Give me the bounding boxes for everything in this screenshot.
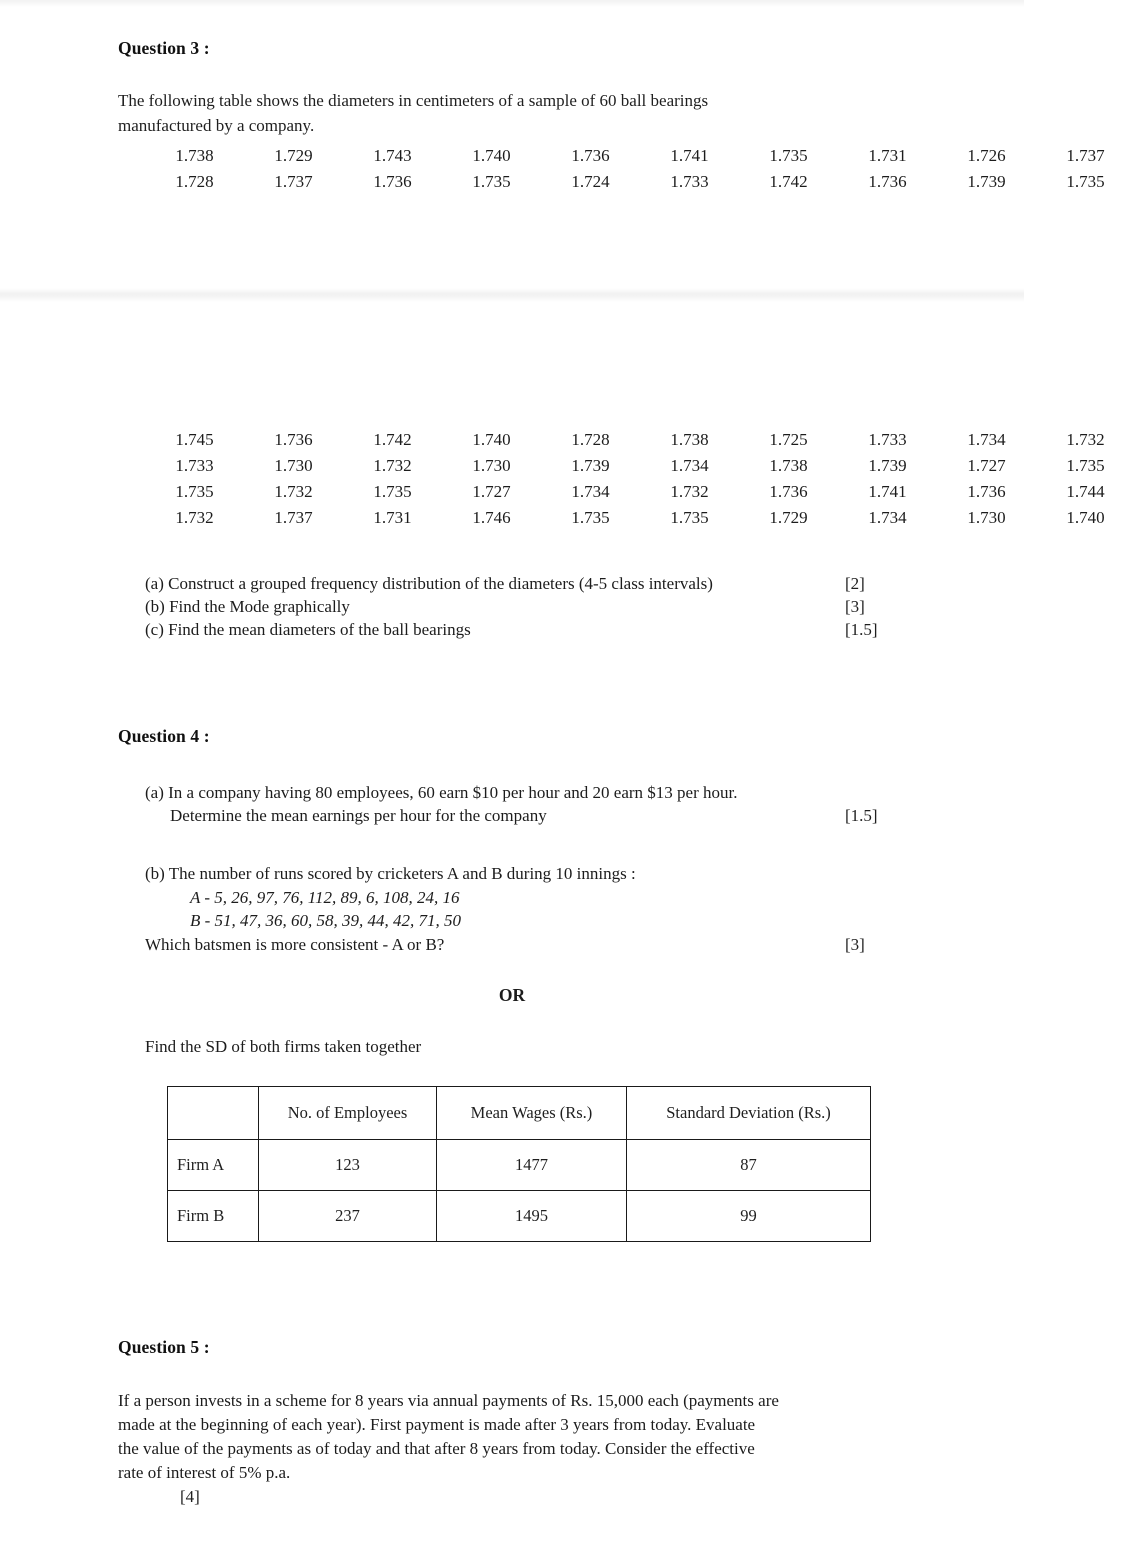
data-cell: 1.730 xyxy=(967,508,1006,527)
table-cell-employees: 123 xyxy=(259,1140,437,1191)
data-cell: 1.733 xyxy=(175,456,214,475)
table-cell-firm-label: Firm B xyxy=(168,1191,259,1242)
question-3-part-c-label: (c) Find the mean diameters of the ball bearings xyxy=(145,620,471,639)
data-cell: 1.737 xyxy=(274,172,313,191)
diameter-data-block-2 xyxy=(145,427,1135,531)
data-cell: 1.743 xyxy=(373,146,412,165)
diameter-data-block-1 xyxy=(145,143,1135,195)
data-cell: 1.734 xyxy=(670,456,709,475)
data-cell: 1.731 xyxy=(868,146,907,165)
question-4-alt-prompt: Find the SD of both firms taken together xyxy=(145,1037,422,1056)
question-4-series-a: A - 5, 26, 97, 76, 112, 89, 6, 108, 24, 16 xyxy=(190,888,460,907)
question-3-part-a-label: (a) Construct a grouped frequency distribution of the diameters (4-5 class intervals) xyxy=(145,574,713,593)
data-cell: 1.738 xyxy=(175,146,214,165)
data-cell: 1.733 xyxy=(670,172,709,191)
question-5-line-4: rate of interest of 5% p.a. xyxy=(118,1463,291,1482)
data-cell: 1.732 xyxy=(274,482,313,501)
question-4-heading: Question 4 : xyxy=(118,726,210,746)
data-cell: 1.732 xyxy=(670,482,709,501)
data-cell: 1.736 xyxy=(274,430,313,449)
table-row xyxy=(168,1191,871,1242)
data-cell: 1.741 xyxy=(670,146,709,165)
table-header-employees: No. of Employees xyxy=(259,1087,437,1140)
data-cell: 1.735 xyxy=(373,482,412,501)
table-row xyxy=(168,1140,871,1191)
data-cell: 1.739 xyxy=(967,172,1006,191)
question-5-line-2: made at the beginning of each year). First payment is made after 3 years from today. Evaluate xyxy=(118,1415,756,1434)
data-cell: 1.738 xyxy=(670,430,709,449)
table-cell-standard-deviation: 87 xyxy=(627,1140,871,1191)
data-cell: 1.738 xyxy=(769,456,808,475)
data-cell: 1.739 xyxy=(868,456,907,475)
question-3-part-c-marks: [1.5] xyxy=(845,620,878,639)
question-5-line-1: If a person invests in a scheme for 8 years via annual payments of Rs. 15,000 each (payments are xyxy=(118,1391,779,1410)
data-cell: 1.737 xyxy=(274,508,313,527)
data-cell: 1.726 xyxy=(967,146,1006,165)
table-cell-firm-label: Firm A xyxy=(168,1140,259,1191)
data-cell: 1.742 xyxy=(769,172,808,191)
question-4-part-a-marks: [1.5] xyxy=(845,806,878,825)
data-cell: 1.746 xyxy=(472,508,511,527)
question-3-intro-line-1: The following table shows the diameters in centimeters of a sample of 60 ball bearings xyxy=(118,91,709,110)
data-cell: 1.732 xyxy=(175,508,214,527)
data-cell: 1.740 xyxy=(472,430,511,449)
data-cell: 1.729 xyxy=(274,146,313,165)
data-cell: 1.727 xyxy=(967,456,1006,475)
question-3-part-b-label: (b) Find the Mode graphically xyxy=(145,597,350,616)
question-4-part-b-line-1: (b) The number of runs scored by cricketers A and B during 10 innings : xyxy=(145,864,636,883)
data-cell: 1.735 xyxy=(1066,172,1105,191)
data-cell: 1.735 xyxy=(1066,456,1105,475)
data-cell: 1.740 xyxy=(472,146,511,165)
data-cell: 1.735 xyxy=(472,172,511,191)
question-3-part-a-marks: [2] xyxy=(845,574,865,593)
data-cell: 1.728 xyxy=(175,172,214,191)
table-cell-employees: 237 xyxy=(259,1191,437,1242)
data-cell: 1.735 xyxy=(175,482,214,501)
data-cell: 1.736 xyxy=(868,172,907,191)
table-header-standard-deviation: Standard Deviation (Rs.) xyxy=(627,1087,871,1140)
data-cell: 1.744 xyxy=(1066,482,1105,501)
data-cell: 1.745 xyxy=(175,430,214,449)
data-cell: 1.742 xyxy=(373,430,412,449)
data-cell: 1.737 xyxy=(1066,146,1105,165)
data-cell: 1.727 xyxy=(472,482,511,501)
data-cell: 1.733 xyxy=(868,430,907,449)
data-cell: 1.729 xyxy=(769,508,808,527)
question-5-marks: [4] xyxy=(180,1487,200,1506)
table-cell-mean-wages: 1477 xyxy=(437,1140,627,1191)
data-cell: 1.736 xyxy=(373,172,412,191)
data-cell: 1.730 xyxy=(472,456,511,475)
question-4-part-a-line-2: Determine the mean earnings per hour for the company xyxy=(170,806,547,825)
table-cell-mean-wages: 1495 xyxy=(437,1191,627,1242)
question-3-part-b-marks: [3] xyxy=(845,597,865,616)
table-header-row xyxy=(168,1087,871,1140)
data-cell: 1.724 xyxy=(571,172,610,191)
data-cell: 1.732 xyxy=(373,456,412,475)
data-cell: 1.734 xyxy=(868,508,907,527)
data-cell: 1.725 xyxy=(769,430,808,449)
data-cell: 1.735 xyxy=(571,508,610,527)
question-3-intro-line-2: manufactured by a company. xyxy=(118,116,315,135)
firms-statistics-table xyxy=(167,1086,871,1242)
table-cell-standard-deviation: 99 xyxy=(627,1191,871,1242)
data-cell: 1.736 xyxy=(769,482,808,501)
data-cell: 1.730 xyxy=(274,456,313,475)
data-cell: 1.740 xyxy=(1066,508,1105,527)
data-cell: 1.739 xyxy=(571,456,610,475)
data-cell: 1.735 xyxy=(769,146,808,165)
data-cell: 1.736 xyxy=(967,482,1006,501)
data-cell: 1.732 xyxy=(1066,430,1105,449)
data-cell: 1.734 xyxy=(571,482,610,501)
data-cell: 1.741 xyxy=(868,482,907,501)
question-3-heading: Question 3 : xyxy=(118,38,210,58)
data-cell: 1.735 xyxy=(670,508,709,527)
question-4-part-b-question: Which batsmen is more consistent - A or B? xyxy=(145,935,445,954)
or-divider-label: OR xyxy=(498,985,526,1005)
table-header-blank xyxy=(168,1087,259,1140)
data-cell: 1.736 xyxy=(571,146,610,165)
table-header-mean-wages: Mean Wages (Rs.) xyxy=(437,1087,627,1140)
question-4-part-b-marks: [3] xyxy=(845,935,865,954)
question-5-line-3: the value of the payments as of today and that after 8 years from today. Consider the effective xyxy=(118,1439,755,1458)
data-cell: 1.728 xyxy=(571,430,610,449)
question-5-heading: Question 5 : xyxy=(118,1337,210,1357)
data-cell: 1.731 xyxy=(373,508,412,527)
data-cell: 1.734 xyxy=(967,430,1006,449)
question-4-part-a-line-1: (a) In a company having 80 employees, 60 earn $10 per hour and 20 earn $13 per hour. xyxy=(145,783,738,802)
question-4-series-b: B - 51, 47, 36, 60, 58, 39, 44, 42, 71, 50 xyxy=(190,911,462,930)
